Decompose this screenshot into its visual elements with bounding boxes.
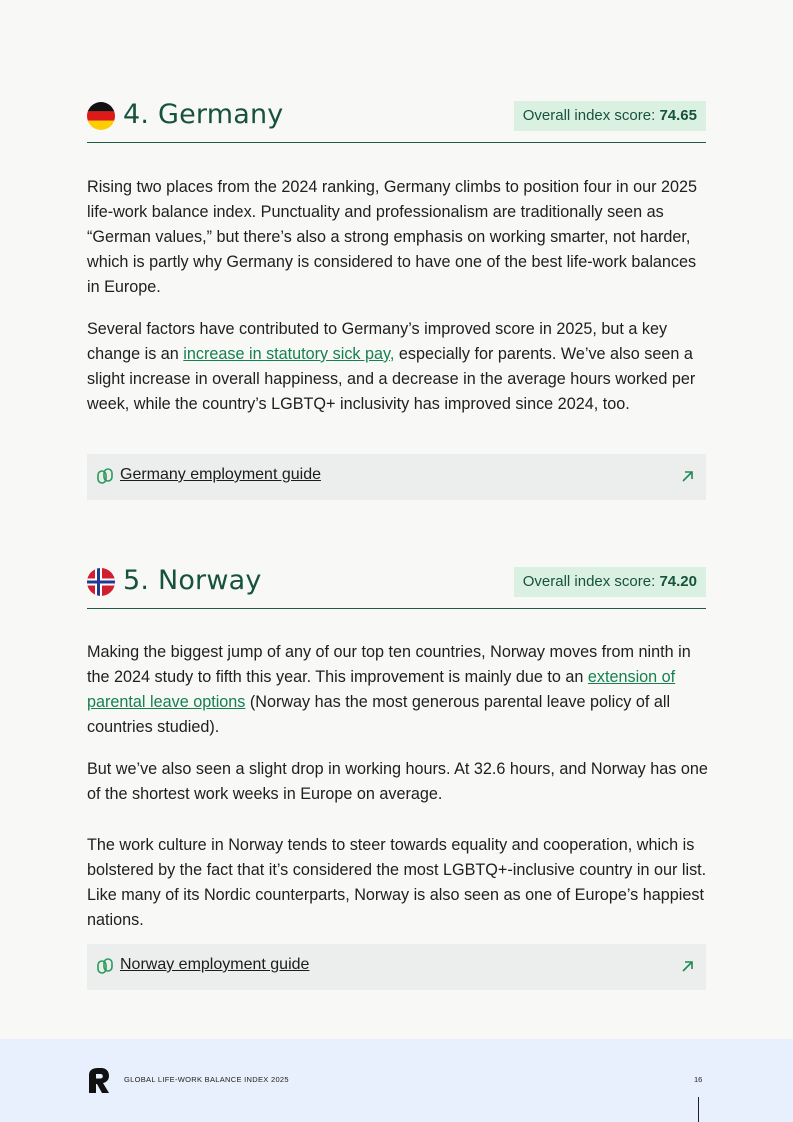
germany-paragraph-2 bbox=[87, 317, 712, 417]
germany-score-badge bbox=[514, 101, 706, 131]
norway-flag-icon bbox=[87, 568, 115, 596]
score-value: 74.20 bbox=[659, 573, 697, 590]
germany-paragraph-1: Rising two places from the 2024 ranking, Germany climbs to position four in our 2025 life-work balance index. Punctuality and professionalism are traditionally seen as “German values,” but there’s also a strong emphasis on working smarter, not harder, which is partly why Germany is considered to have one of the best life-work balances in Europe. bbox=[87, 178, 698, 296]
germany-guide-card[interactable] bbox=[87, 454, 706, 500]
paragraph-text: Several factors have contributed to Germany’s improved score in 2025, but a key change is an bbox=[87, 320, 668, 363]
norway-score-badge bbox=[514, 567, 706, 597]
germany-section-header bbox=[87, 99, 706, 143]
page-footer bbox=[0, 1039, 793, 1122]
germany-title: 4. Germany bbox=[123, 99, 284, 130]
remote-logo-icon bbox=[87, 1067, 111, 1093]
page-number: 16 bbox=[694, 1075, 703, 1084]
arrow-up-right-icon bbox=[681, 470, 694, 483]
footer-report-title: GLOBAL LIFE-WORK BALANCE INDEX 2025 bbox=[124, 1075, 289, 1084]
score-value: 74.65 bbox=[659, 107, 697, 124]
paragraph-text: (Norway has the most generous parental leave policy of all countries studied). bbox=[87, 693, 671, 736]
norway-guide-card[interactable] bbox=[87, 944, 706, 990]
norway-title: 5. Norway bbox=[123, 565, 262, 596]
parental-leave-link[interactable]: extension of parental leave options bbox=[87, 668, 676, 711]
norway-employment-guide-link[interactable]: Norway employment guide bbox=[120, 956, 310, 973]
link-chain-icon bbox=[97, 468, 113, 486]
link-chain-icon bbox=[97, 958, 113, 976]
norway-section-header bbox=[87, 565, 706, 609]
footer-divider bbox=[698, 1097, 699, 1122]
statutory-sick-pay-link[interactable]: increase in statutory sick pay, bbox=[183, 345, 395, 363]
germany-flag-icon bbox=[87, 102, 115, 130]
norway-paragraph-1 bbox=[87, 640, 712, 740]
norway-paragraph-3: The work culture in Norway tends to steer towards equality and cooperation, which is bolstered by the fact that it’s considered the most LGBTQ+-inclusive country in our list. Like many of its Nordic counterparts, Norway is also seen as one of Europe’s happiest nations. bbox=[87, 836, 707, 929]
paragraph-text: especially for parents. We’ve also seen a slight increase in overall happiness, and a decrease in the average hours worked per week, while the country’s LGBTQ+ inclusivity has improved since 2024, too. bbox=[87, 345, 696, 413]
score-label: Overall index score: bbox=[522, 107, 660, 124]
score-label: Overall index score: bbox=[522, 573, 660, 590]
arrow-up-right-icon bbox=[681, 960, 694, 973]
paragraph-text: Making the biggest jump of any of our top ten countries, Norway moves from ninth in the 2024 study to fifth this year. This improvement is mainly due to an bbox=[87, 643, 691, 686]
norway-paragraph-2: But we’ve also seen a slight drop in working hours. At 32.6 hours, and Norway has one of the shortest work weeks in Europe on average. bbox=[87, 760, 708, 803]
germany-employment-guide-link[interactable]: Germany employment guide bbox=[120, 466, 321, 483]
